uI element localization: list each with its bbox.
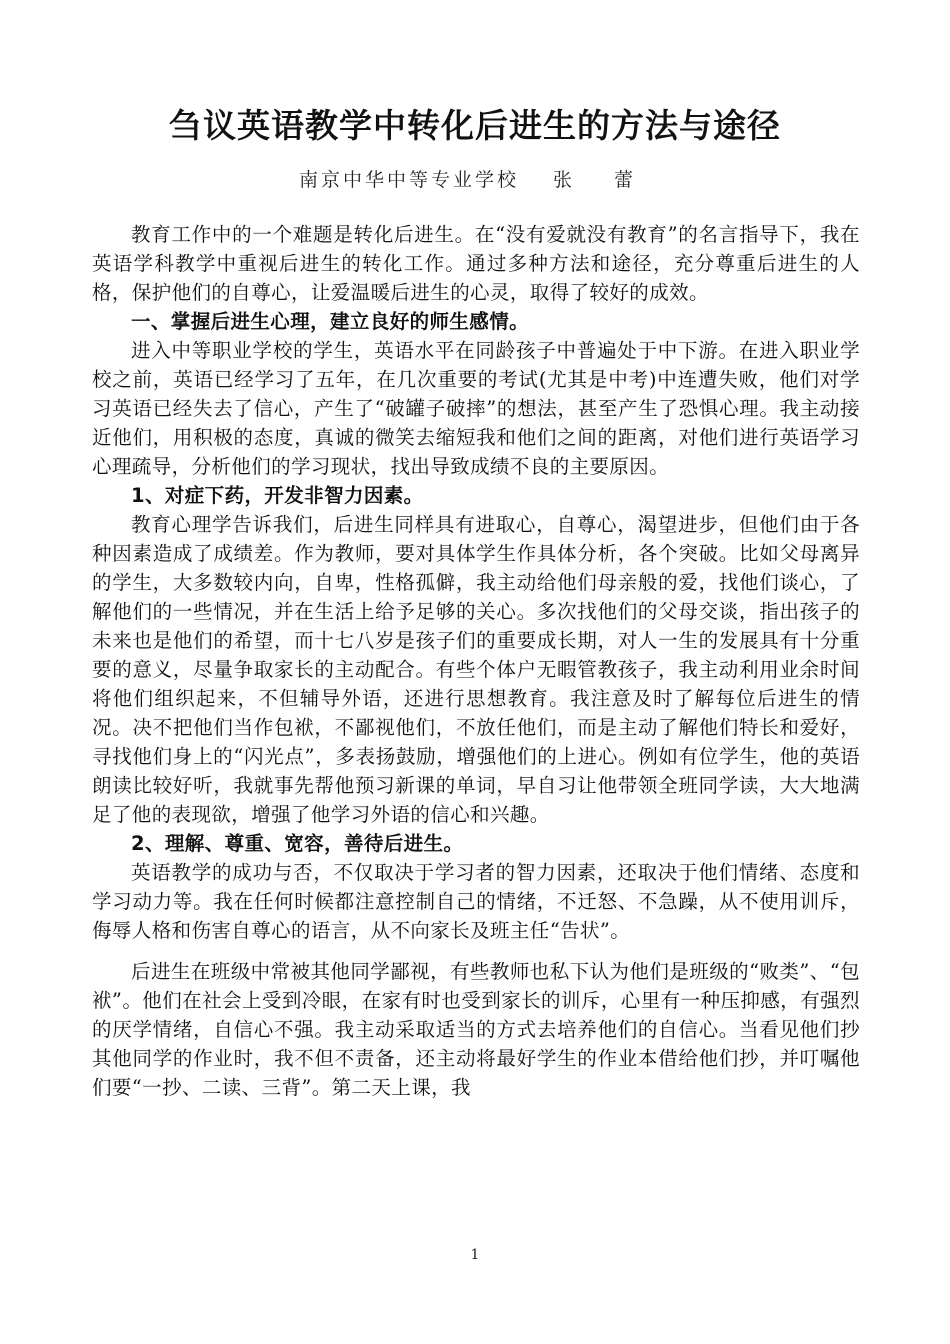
document-body [92, 220, 860, 1102]
document-title: 刍议英语教学中转化后进生的方法与途径 [169, 106, 781, 145]
author-line [0, 165, 950, 192]
subsection-2-heading: 2、理解、尊重、宽容，善待后进生。 [131, 832, 464, 855]
subsection-2-paragraph-1: 英语教学的成功与否，不仅取决于学习者的智力因素，还取决于他们情绪、态度和学习动力等。我在任何时候都注意控制自己的情绪，不迁怒、不急躁，从不使用训斥，侮辱人格和伤害自尊心的语言，从不向家长及班主任“告状”。 [92, 861, 860, 942]
intro-paragraph: 教育工作中的一个难题是转化后进生。在“没有爱就没有教育”的名言指导下，我在英语学科教学中重视后进生的转化工作。通过多种方法和途径，充分尊重后进生的人格，保护他们的自尊心，让爱温暖后进生的心灵，取得了较好的成效。 [92, 223, 860, 304]
subsection-2-paragraph-2: 后进生在班级中常被其他同学鄙视，有些教师也私下认为他们是班级的“败类”、“包袱”。他们在社会上受到冷眼，在家有时也受到家长的训斥，心里有一种压抑感，有强烈的厌学情绪，自信心不强。我主动采取适当的方式去培养他们的自信心。当看见他们抄其他同学的作业时，我不但不责备，还主动将最好学生的作业本借给他们抄，并叮嘱他们要“一抄、二读、三背”。第二天上课，我 [92, 960, 860, 1099]
page-number: 1 [470, 1247, 480, 1263]
section-1-heading: 一、掌握后进生心理，建立良好的师生感情。 [131, 310, 530, 333]
author-school: 南京中华中等专业学校 [298, 169, 519, 191]
subsection-1-heading: 1、对症下药，开发非智力因素。 [131, 484, 424, 507]
subsection-1-paragraph: 教育心理学告诉我们，后进生同样具有进取心，自尊心，渴望进步，但他们由于各种因素造成了成绩差。作为教师，要对具体学生作具体分析，各个突破。比如父母离异的学生，大多数较内向，自卑，性格孤僻，我主动给他们母亲般的爱，找他们谈心，了解他们的一些情况，并在生活上给予足够的关心。多次找他们的父母交谈，指出孩子的未来也是他们的希望，而十七八岁是孩子们的重要成长期，对人一生的发展具有十分重要的意义，尽量争取家长的主动配合。有些个体户无暇管教孩子，我主动利用业余时间将他们组织起来，不但辅导外语，还进行思想教育。我注意及时了解每位后进生的情况。决不把他们当作包袱，不鄙视他们，不放任他们，而是主动了解他们特长和爱好，寻找他们身上的“闪光点”，多表扬鼓励，增强他们的上进心。例如有位学生，他的英语朗读比较好听，我就事先帮他预习新课的单词，早自习让他带领全班同学读，大大地满足了他的表现欲，增强了他学习外语的信心和兴趣。 [92, 513, 860, 826]
author-name: 张 蕾 [552, 169, 652, 191]
section-1-paragraph: 进入中等职业学校的学生，英语水平在同龄孩子中普遍处于中下游。在进入职业学校之前，英语已经学习了五年，在几次重要的考试(尤其是中考)中连遭失败，他们对学习英语已经失去了信心，产生了“破罐子破摔”的想法，甚至产生了恐惧心理。我主动接近他们，用积极的态度，真诚的微笑去缩短我和他们之间的距离，对他们进行英语学习心理疏导，分析他们的学习现状，找出导致成绩不良的主要原因。 [92, 339, 860, 478]
